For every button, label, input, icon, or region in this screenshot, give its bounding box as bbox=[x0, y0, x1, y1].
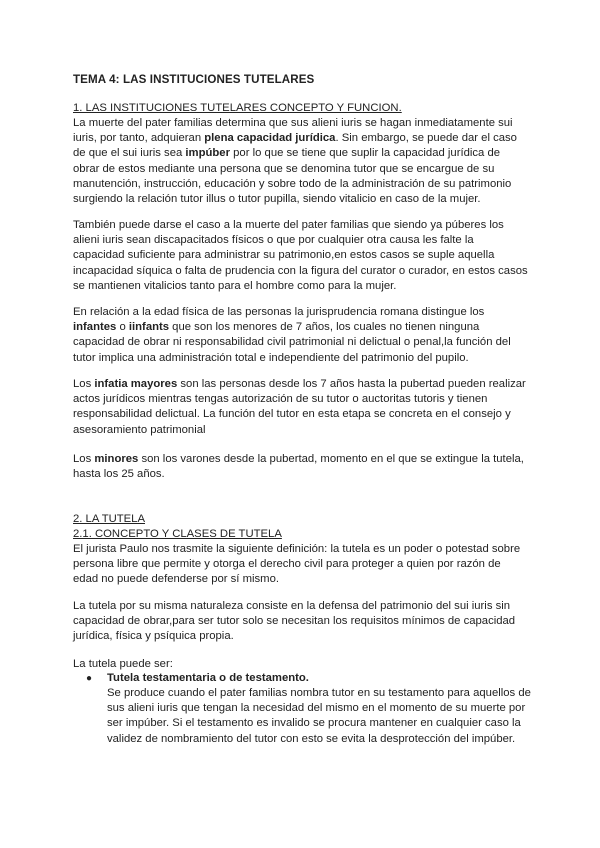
document-title: TEMA 4: LAS INSTITUCIONES TUTELARES bbox=[73, 73, 315, 86]
section-2-paragraph-3: La tutela puede ser: bbox=[73, 658, 173, 670]
text-run: Los bbox=[73, 378, 95, 390]
text-run: son los varones desde la pubertad, momento en el que se extingue la tutela, hasta los 25 años. bbox=[73, 453, 524, 481]
section-1-heading: 1. LAS INSTITUCIONES TUTELARES CONCEPTO Y FUNCION. bbox=[73, 102, 402, 114]
text-run: o bbox=[116, 321, 129, 334]
text-run: que son los menores de 7 años, los cuales no tienen ninguna capacidad de obrar ni responsabilidad civil patrimonial ni delictual o penal,la función del tutor implica una administración total e independiente del patrimonio del pupilo. bbox=[73, 321, 511, 364]
section-2-1-heading: 2.1. CONCEPTO Y CLASES DE TUTELA bbox=[73, 528, 282, 540]
section-1-paragraph-2: También puede darse el caso a la muerte del pater familias que siendo ya púberes los alieni iuris sean discapacitados físicos o que por cualquier otra causa les falte la capacidad suficiente para administrar su patrimonio,en estos casos se suple aquella incapacidad síquica o falta de prudencia con la figura del curator o curador, en estos casos se mantienen vitalicios tanto para el hombre como para la mujer. bbox=[73, 219, 528, 292]
text-run: son las personas desde los 7 años hasta la pubertad pueden realizar actos jurídicos mientras tengas autorización de su tutor o auctoritas tutoris y tienen responsabilidad delictual. La función del tutor en esta etapa se concreta en el consejo y asesoramiento patrimonial bbox=[73, 378, 526, 436]
text-run: En relación a la edad física de las personas la jurisprudencia romana distingue los bbox=[73, 306, 485, 318]
text-run: . Sin embargo, se puede dar el caso de que el sui iuris sea bbox=[73, 132, 517, 160]
bullet-body-testamentaria: Se produce cuando el pater familias nombra tutor en su testamento para aquellos de sus alieni iuris que tengan la necesidad del mismo en el momento de su muerte por ser impúber. Si el testamento es invalido se procura mantener en cualquier caso la validez de nombramiento del tutor con esto se evita la desprotección del impúber. bbox=[107, 687, 531, 745]
bold-term: iinfants bbox=[128, 321, 170, 334]
bullet-label: Tutela testamentaria o de testamento. bbox=[107, 672, 309, 684]
bold-term: plena capacidad jurídica bbox=[204, 132, 336, 145]
section-2-paragraph-2: La tutela por su misma naturaleza consiste en la defensa del patrimonio del sui iuris sin capacidad de obrar,para ser tutor solo se necesitan los requisitos mínimos de capacidad jurídica, física y psíquica propia. bbox=[73, 600, 516, 643]
section-2-heading: 2. LA TUTELA bbox=[73, 513, 146, 525]
bold-term: infantes bbox=[73, 321, 117, 334]
section-1-paragraph-4 bbox=[73, 377, 528, 438]
bold-term: impúber bbox=[185, 147, 230, 160]
section-1-paragraph-3 bbox=[73, 305, 528, 366]
section-1-paragraph-5 bbox=[73, 452, 528, 482]
bullet-dot-icon: ● bbox=[86, 673, 93, 684]
text-run: La muerte del pater familias determina que sus alieni iuris se hagan inmediatamente sui iuris, por tanto, adquieran bbox=[73, 117, 513, 145]
section-1-paragraph-1 bbox=[73, 116, 528, 207]
bold-term: infatia mayores bbox=[94, 378, 178, 390]
section-2-paragraph-1: El jurista Paulo nos trasmite la siguiente definición: la tutela es un poder o potestad sobre persona libre que permite y otorga el derecho civil para proteger a quien por razón de edad no puede defenderse por sí mismo. bbox=[73, 543, 521, 586]
text-run: por lo que se tiene que suplir la capacidad jurídica de obrar de estos mediante una persona que se denomina tutor que se encargue de su manutención, instrucción, educación y sobre todo de la administración de su patrimonio surgiendo la relación tutor illus o tutor pupilla, siendo vitalicio en caso de la mujer. bbox=[73, 147, 512, 206]
text-run: Los bbox=[73, 453, 95, 465]
bold-term: minores bbox=[94, 453, 139, 465]
